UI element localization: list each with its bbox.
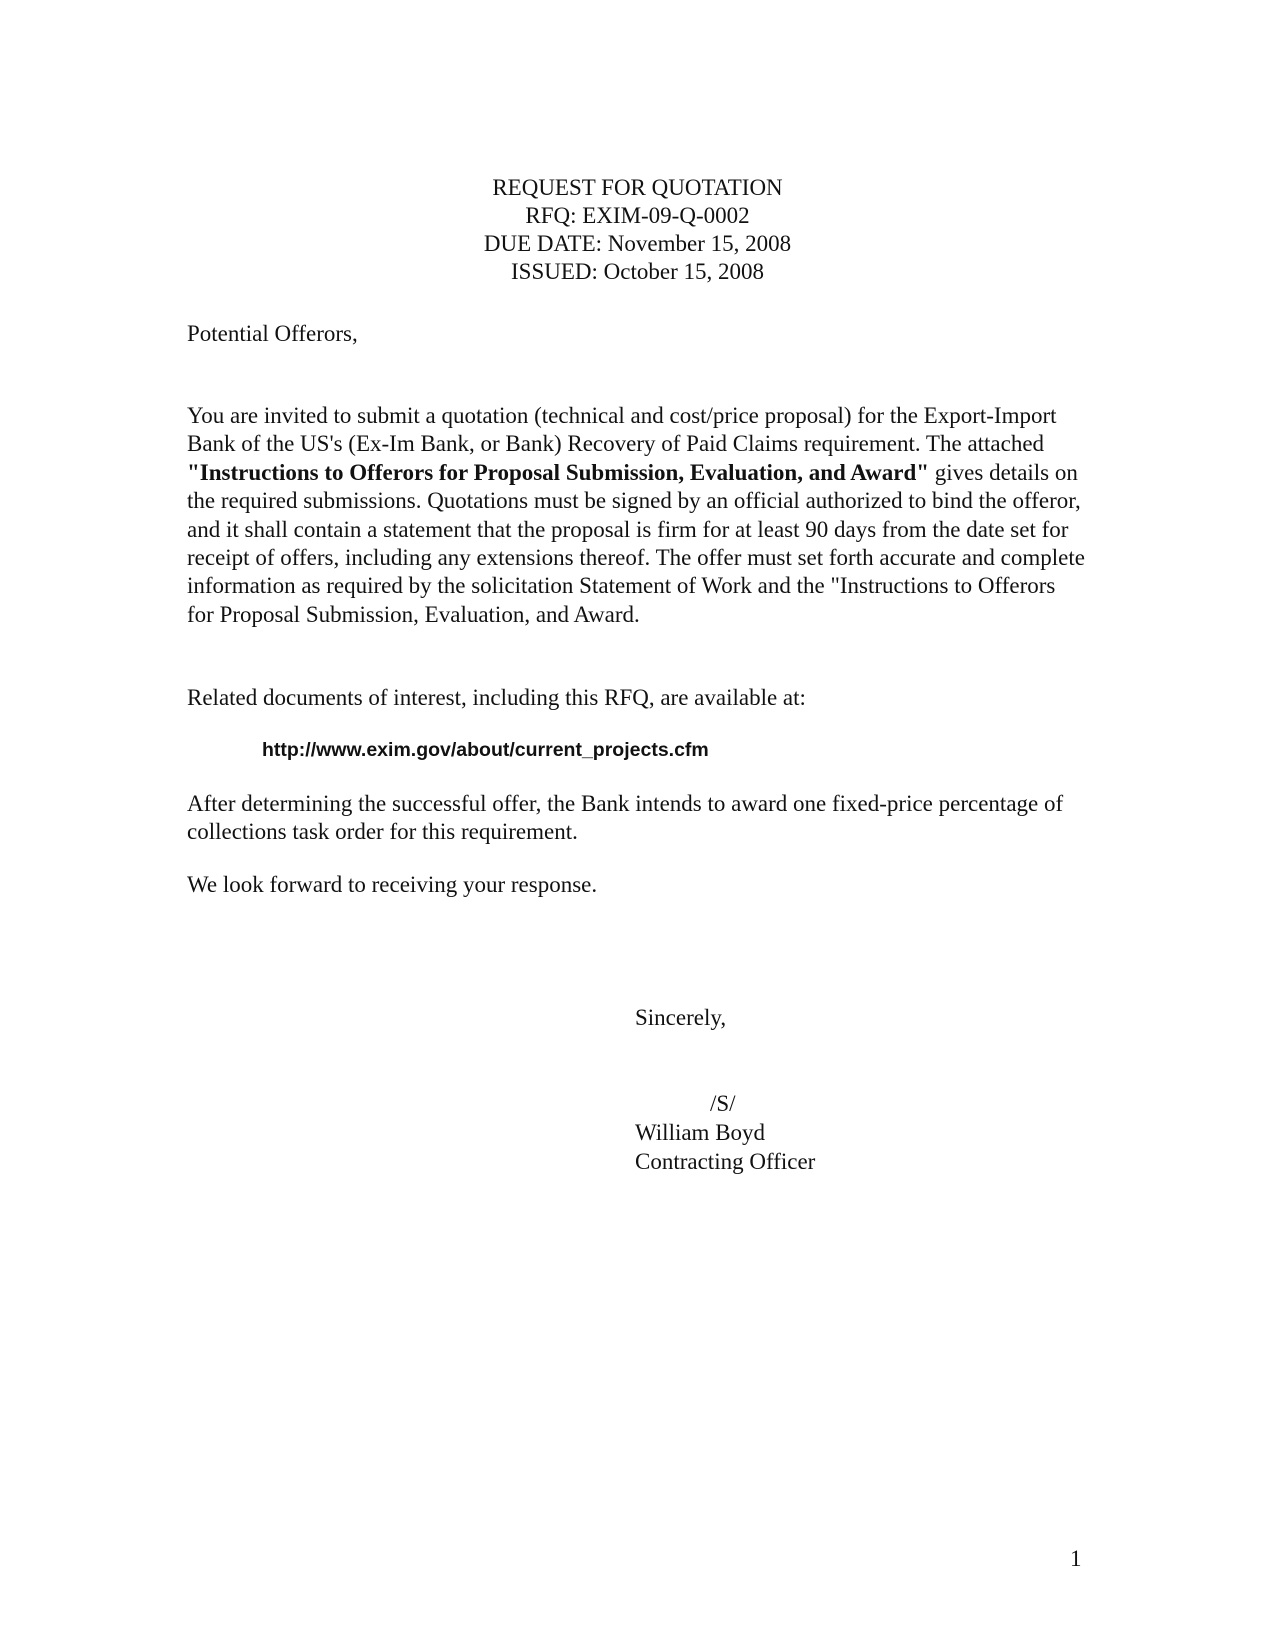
projects-url-link[interactable]: http://www.exim.gov/about/current_projects.cfm [262, 739, 709, 761]
issued-date: ISSUED: October 15, 2008 [511, 259, 764, 284]
related-documents-text: Related documents of interest, including this RFQ, are available at: [187, 685, 806, 710]
page-number: 1 [1070, 1546, 1082, 1571]
salutation: Potential Offerors, [187, 321, 358, 346]
signer-name: William Boyd [635, 1120, 766, 1145]
document-header [0, 174, 1275, 286]
signer-block [635, 1118, 815, 1176]
main-paragraph [187, 402, 1087, 629]
intro-text: You are invited to submit a quotation (technical and cost/price proposal) for the Export-Import Bank of the US's (Ex-Im Bank, or Bank) Recovery of Paid Claims requirement. The attached [187, 403, 1057, 457]
document-title: REQUEST FOR QUOTATION [492, 175, 783, 200]
closing-line: We look forward to receiving your response. [187, 872, 598, 897]
signer-title: Contracting Officer [635, 1149, 816, 1174]
paragraph-rest: gives details on the required submissions. Quotations must be signed by an official authorized to bind the offeror, and it shall contain a statement that the proposal is firm for at least 90 days from the date set for receipt of offers, including any extensions thereof. The offer must set forth accurate and complete information as required by the solicitation Statement of Work and the "Instructions to Offerors for Proposal Submission, Evaluation, and Award. [187, 459, 1085, 627]
award-paragraph: After determining the successful offer, the Bank intends to award one fixed-price percentage of collections task order for this requirement. [187, 791, 1064, 845]
rfq-number: RFQ: EXIM-09-Q-0002 [525, 203, 750, 228]
signature-mark: /S/ [710, 1091, 736, 1116]
sincerely-text: Sincerely, [635, 1005, 727, 1030]
instructions-title: "Instructions to Offerors for Proposal Submission, Evaluation, and Award" [187, 459, 930, 485]
due-date: DUE DATE: November 15, 2008 [483, 231, 792, 256]
